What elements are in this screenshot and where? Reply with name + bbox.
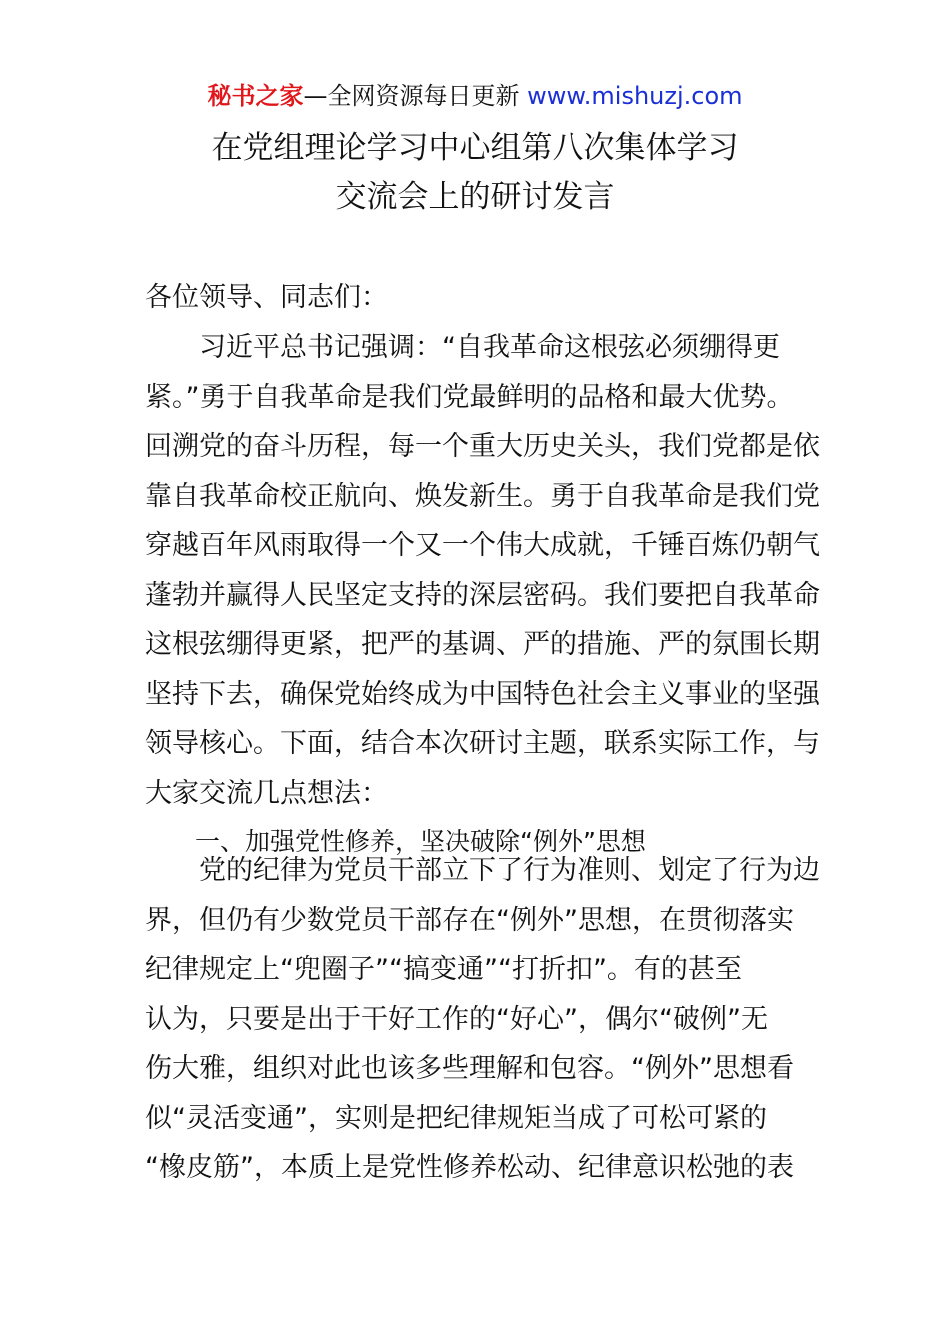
paragraph-line: 这根弦绷得更紧，把严的基调、严的措施、严的氛围长期 xyxy=(145,629,820,660)
site-header xyxy=(0,80,950,112)
salutation: 各位领导、同志们： xyxy=(145,282,388,313)
paragraph-line: 领导核心。下面，结合本次研讨主题，联系实际工作，与 xyxy=(145,728,820,759)
paragraph-line: 纪律规定上“兜圈子”“搞变通”“打折扣”。有的甚至 xyxy=(145,954,742,985)
paragraph-line: 伤大雅，组织对此也该多些理解和包容。“例外”思想看 xyxy=(145,1053,794,1084)
paragraph-line: 靠自我革命校正航向、焕发新生。勇于自我革命是我们党 xyxy=(145,480,820,512)
document-title-line-2: 交流会上的研讨发言 xyxy=(335,179,615,215)
site-url-link[interactable]: www.mishuzj.com xyxy=(527,82,743,110)
paragraph-line: 习近平总书记强调：“自我革命这根弦必须绷得更 xyxy=(199,332,780,363)
section-heading-1: 一、加强党性修养，坚决破除“例外”思想 xyxy=(195,827,646,856)
header-tagline: —全网资源每日更新 xyxy=(303,82,520,110)
brand-name: 秘书之家 xyxy=(207,82,304,110)
paragraph-line: 界，但仍有少数党员干部存在“例外”思想，在贯彻落实 xyxy=(145,904,794,936)
paragraph-1 xyxy=(145,323,820,818)
paragraph-line: 认为，只要是出于干好工作的“好心”，偶尔“破例”无 xyxy=(145,1003,768,1035)
paragraph-2 xyxy=(145,846,820,1193)
paragraph-line: 大家交流几点想法： xyxy=(145,777,388,809)
paragraph-line: 党的纪律为党员干部立下了行为准则、划定了行为边 xyxy=(199,855,820,886)
paragraph-line: 穿越百年风雨取得一个又一个伟大成就，千锤百炼仍朝气 xyxy=(145,530,820,561)
paragraph-line: 紧。”勇于自我革命是我们党最鲜明的品格和最大优势。 xyxy=(145,381,794,413)
document-title-line-1: 在党组理论学习中心组第八次集体学习 xyxy=(211,130,739,166)
paragraph-line: 似“灵活变通”，实则是把纪律规矩当成了可松可紧的 xyxy=(145,1102,767,1134)
paragraph-line: 回溯党的奋斗历程，每一个重大历史关头，我们党都是依 xyxy=(145,431,820,462)
paragraph-line: 蓬勃并赢得人民坚定支持的深层密码。我们要把自我革命 xyxy=(145,579,820,611)
paragraph-line: “橡皮筋”，本质上是党性修养松动、纪律意识松弛的表 xyxy=(145,1152,794,1183)
paragraph-line: 坚持下去，确保党始终成为中国特色社会主义事业的坚强 xyxy=(145,678,820,710)
